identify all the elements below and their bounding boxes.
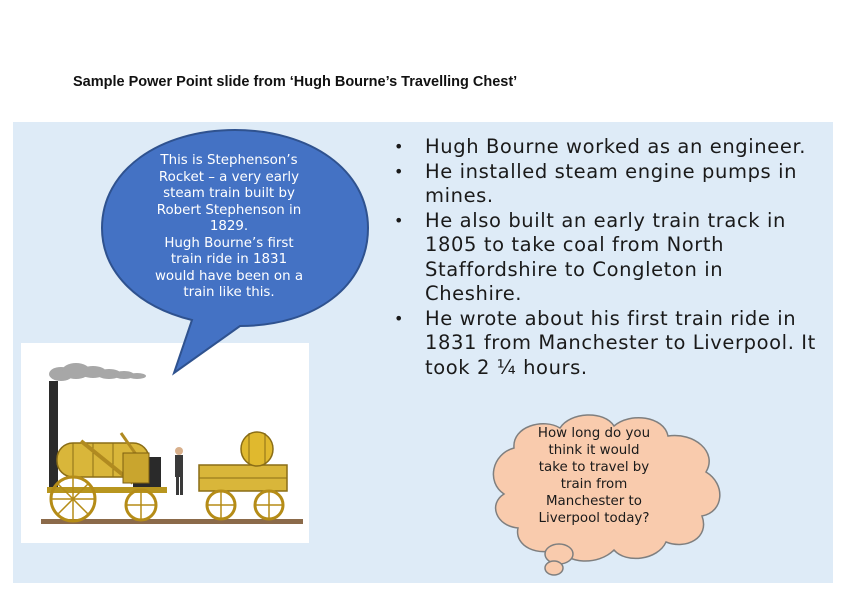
bullet-text: He also built an early train track in 1805 to take coal from North Staffordshire to Congleton in Cheshire. [425,208,786,305]
chimney [49,381,58,493]
bullet-list [392,135,822,380]
thought-bubble-text: How long do you think it would take to travel by train from Manchester to Liverpool today? [537,426,651,526]
bullet-dot: • [394,161,405,181]
bullet-dot: • [394,137,405,156]
bullet-item [392,135,822,160]
bullet-item [392,160,822,209]
bullet-item [392,209,822,307]
bullet-text: He wrote about his first train ride in 1831 from Manchester to Liverpool. It took 2 ¼ hours. [425,306,816,379]
speech-bubble-text: This is Stephenson’s Rocket – a very early steam train built by Robert Stephenson in 1829. Hugh Bourne’s first train ride in 1831 would have been on a train like this. [154,153,304,300]
water-barrel [241,432,273,466]
bullet-text: He installed steam engine pumps in mines. [425,159,798,207]
bullet-dot: • [394,210,405,230]
bullet-dot: • [394,308,405,328]
bullet-text: Hugh Bourne worked as an engineer. [425,135,807,158]
driver-figure [175,447,183,495]
document-heading: Sample Power Point slide from ‘Hugh Bourne’s Travelling Chest’ [73,74,518,90]
bullet-item [392,307,822,381]
